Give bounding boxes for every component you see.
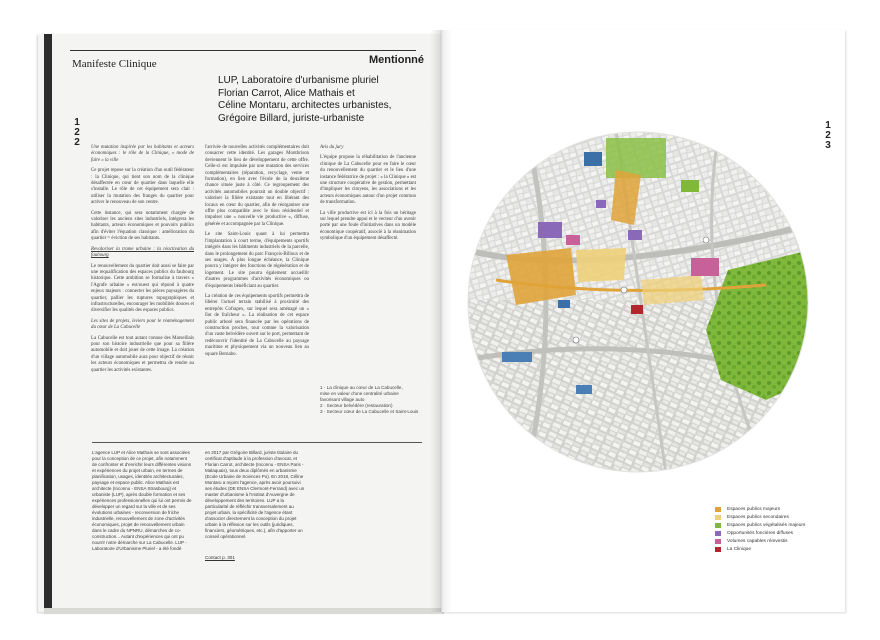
bio-rule xyxy=(92,442,422,443)
green-space-small xyxy=(681,180,699,192)
legend-swatch xyxy=(715,507,721,512)
legend-swatch xyxy=(715,515,721,520)
map-note: 1 · La clinique au cœur de La Cabucelle, xyxy=(320,385,403,390)
contact-link[interactable]: Contact p. 301 xyxy=(205,555,235,560)
public-space-secondary xyxy=(576,248,626,282)
building-blue-roof xyxy=(502,352,532,362)
paragraph: Le renouvellement du quartier doit aussi se faire par une requalification des espaces publics du faubourg historique. Cette ambition se formalise à travers « l'Agrafe urbaine » est/ouest qui répond à quatre enjeux majeurs : connecter les pièces paysagères du quartier, pallier les ruptures topographiques et infrastructurelles, encourager les mobilités douces et diversifier les qualités des espaces publics. xyxy=(91,263,194,314)
building-blue-roof xyxy=(576,385,592,394)
page-number-right: 1 2 3 xyxy=(825,120,831,151)
legend-swatch xyxy=(715,539,721,544)
book-cover-edge xyxy=(44,34,52,614)
legend-label: Espaces publics secondaires xyxy=(727,514,789,520)
legend-label: Opportunités foncières diffuses xyxy=(727,530,794,536)
public-space-secondary xyxy=(641,275,704,305)
legend-item xyxy=(715,545,805,553)
legend-label: Volumes capables réinvestis xyxy=(727,538,788,544)
map-note: 3 · Secteur cœur de La Cabucelle et Saint-Louis xyxy=(320,409,419,414)
paragraph: Cette instance, qui sera notamment chargée de valoriser les anciens sites industriels, intégrera les habitants, acteurs économiques et pouvoirs publics afin d'éviter l'équation classique : amélioration du quartier = éviction de ses habitants. xyxy=(91,210,194,242)
title-line: Grégoire Billard, juriste-urbaniste xyxy=(218,112,365,124)
page-stack-edge xyxy=(44,608,444,614)
header-rule xyxy=(70,50,416,51)
paragraph: Ce projet repose sur la création d'un outil fédérateur : la Clinique, qui tient son nom de la clinique désaffectée en cœur de quartier dans laquelle elle s'installe. Le rôle de cet équipement sera clair : utiliser la mutation des franges du quartier pour activer le renouveau de son centre. xyxy=(91,168,194,206)
jury-column xyxy=(320,145,416,247)
building-blue-roof xyxy=(558,300,570,308)
legend-item xyxy=(715,513,805,521)
reused-volume xyxy=(566,235,580,245)
map-legend xyxy=(715,505,805,553)
book-gutter xyxy=(430,30,452,612)
title-line: LUP, Laboratoire d'urbanisme pluriel xyxy=(218,75,379,86)
paragraph: La création de ces équipements sportifs permettra de libérer l'actuel terrain stabilisé à proximité des entrepôts Cofrapex, sur lequel sera aménagé un « îlot de fraîcheur ». La réalisation de cet espace public arboré sera financée par les opérations de construction proches, tout comme la valorisation d'un vaste belvédère ouvert sur le port, permettant de redécouvrir l'identité de La Cabucelle au paysage maritime et physiquement via un nouveau lien au square Bernabo. xyxy=(205,293,309,357)
text-column-2 xyxy=(205,145,309,362)
legend-label: Espaces publics majeurs xyxy=(727,506,781,512)
title-line: Céline Montaru, architectes urbanistes, xyxy=(218,100,392,111)
project-title-block xyxy=(218,75,418,125)
paragraph: La Cabucelle est tout autant connue des Marseillais pour son histoire industrielle que pour sa filière automobile et doit jouer de cette image. La création d'un village automobile aura pour objectif de réunir les acteurs économiques et permettra de rendre au quartier les activités existantes. xyxy=(91,335,194,373)
paragraph: L'équipe propose la réhabilitation de l'ancienne clinique de La Cabucelle pour en faire le cœur du renouvellement du quartier et le lieu d'une instance fédératrice de projet : « la Clinique » est une structure coopérative de gestion, permettant d'impliquer les citoyens, les associations et les acteurs économiques autour d'un projet commun de transformation. xyxy=(320,155,417,206)
page-number-left: 1 2 2 xyxy=(74,117,80,148)
reused-volume xyxy=(691,258,719,276)
map-notes xyxy=(320,385,419,415)
bio-column-2: en 2017 par Grégoire Billard, juriste titulaire du certificat d'aptitude à la profession d'avocat, et Florian Carrot, architecte (Inconnu - ENSA Paris - Malaquais), tous deux diplômés en urbanisme (Ecole Urbaine de Sciences Po). En 2018, Céline Montaru a rejoint l'agence, après avoir poursuivi ses études (DE ENSA Clermont-Ferrand) avec un master d'urbanisme à l'Institut d'Auvergne de développement des territoires. LUP a la particularité de réfléchir transversalement au projet urbain, la spécificité de l'agence étant d'associer directement la conception du projet urbain à la réflexion sur les outils (juridiques, financiers, géométriques, etc.), afin d'apporter un conseil opérationnel. xyxy=(205,450,305,539)
section-heading: Les sites de projets, leviers pour le réaménagement du cœur de La Cabucelle xyxy=(91,318,194,331)
legend-label: La Clinique xyxy=(727,546,752,552)
paragraph: La ville productive est ici à la fois un héritage sur lequel prendre appui et le vecteur d'un avenir porté par une foule d'initiatives dans un modèle économique coopératif, associé à la réanimation symbolique d'un équipement désaffecté. xyxy=(320,210,416,242)
text-column-1 xyxy=(91,145,194,378)
legend-item xyxy=(715,537,805,545)
legend-item xyxy=(715,505,805,513)
legend-swatch xyxy=(715,523,721,528)
circular-aerial-map xyxy=(466,130,810,474)
legend-swatch xyxy=(715,547,721,552)
public-space-major xyxy=(506,248,576,305)
jury-heading: Avis du jury xyxy=(320,145,344,150)
opportunity-plot xyxy=(628,230,642,240)
legend-swatch xyxy=(715,531,721,536)
map-marker xyxy=(621,287,627,293)
title-line: Florian Carrot, Alice Mathais et xyxy=(218,87,355,99)
running-title: Manifeste Clinique xyxy=(72,58,157,70)
opportunity-plot xyxy=(538,222,562,238)
section-heading: Une mutation inspirée par les habitants et acteurs économiques : le rôle de la Clinique, « mode de faire » la ville xyxy=(91,145,194,163)
legend-label: Espaces publics végétalisés majeurs xyxy=(727,522,806,528)
map-marker xyxy=(573,337,579,343)
award-label: Mentionné xyxy=(369,54,424,66)
paragraph: Le site Saint-Louis quant à lui permettra l'implantation à court terme, d'équipements sportifs intégrés dans les bâtiments industriels de la parcelle, dans le prolongement du parc François-Billoux et de ses usages. À plus longue échéance, la Clinique pourra y intégrer des fonctions de régénération et de logement. Le site pourra également accueillir d'autres programmes d'activités économiques ou d'équipements bénéficiant au quartier. xyxy=(205,232,309,289)
green-space-north xyxy=(606,138,666,178)
section-heading: Revaloriser la trame urbaine : la réactivation du faubourg xyxy=(91,246,194,259)
building-blue-roof xyxy=(584,152,602,166)
map-marker xyxy=(703,237,709,243)
legend-item xyxy=(715,521,805,529)
paragraph: l'arrivée de nouvelles activités complémentaires doit consacrer cette identité. Les garages Montbrison deviennent le lieu de développement de cette offre. Celle-ci est impulsée par une mutation des services complémentaires (réparation, recyclage, vente et formation), en lien avec l'école de la deuxième chance située juste à côté. Ce regroupement des activités automobiles pourrait un double objectif : valoriser la filière existante tout en libérant des locaux en cœur du quartier, afin de réorganiser une offre plus compatible avec le tissu résidentiel et impulser une « nouvelle vie productive », diffuse, générée et accompagnée par la Clinique. xyxy=(205,145,309,227)
bio-column-1: L'agence LUP et Alice Mathais se sont associées pour la conception de ce projet, afin notamment de confronter et d'enrichir leurs différentes visions et expériences du projet urbain, en termes de planification, usages, identités architecturales, paysage et espace public. Alice Mathais est architecte (Inconnu - ENSA Strasbourg) et urbaniste (LUP), après double formation et ses expériences professionnelles qui lui ont permis de développer un regard sur la ville et de ses évolutions urbaines - reconversion de friche industrielle, renouvellement de zone d'activités économiques, projet de renouvellement urbain dans le cadre du NPNRU, démarches de co-construction... Autant d'expériences qui ont pu nourrir notre démarche sur La Cabucelle. LUP - Laboratoire d'Urbanisme Pluriel - a été fondé xyxy=(92,450,192,551)
clinique-building xyxy=(631,305,643,314)
map-note: mise en valeur d'une centralité urbaine xyxy=(320,391,399,396)
opportunity-plot xyxy=(596,200,606,208)
legend-item xyxy=(715,529,805,537)
map-note: favorisant village auto xyxy=(320,397,365,402)
map-note: 2 · Secteur belvédère (restauration) xyxy=(320,403,393,408)
